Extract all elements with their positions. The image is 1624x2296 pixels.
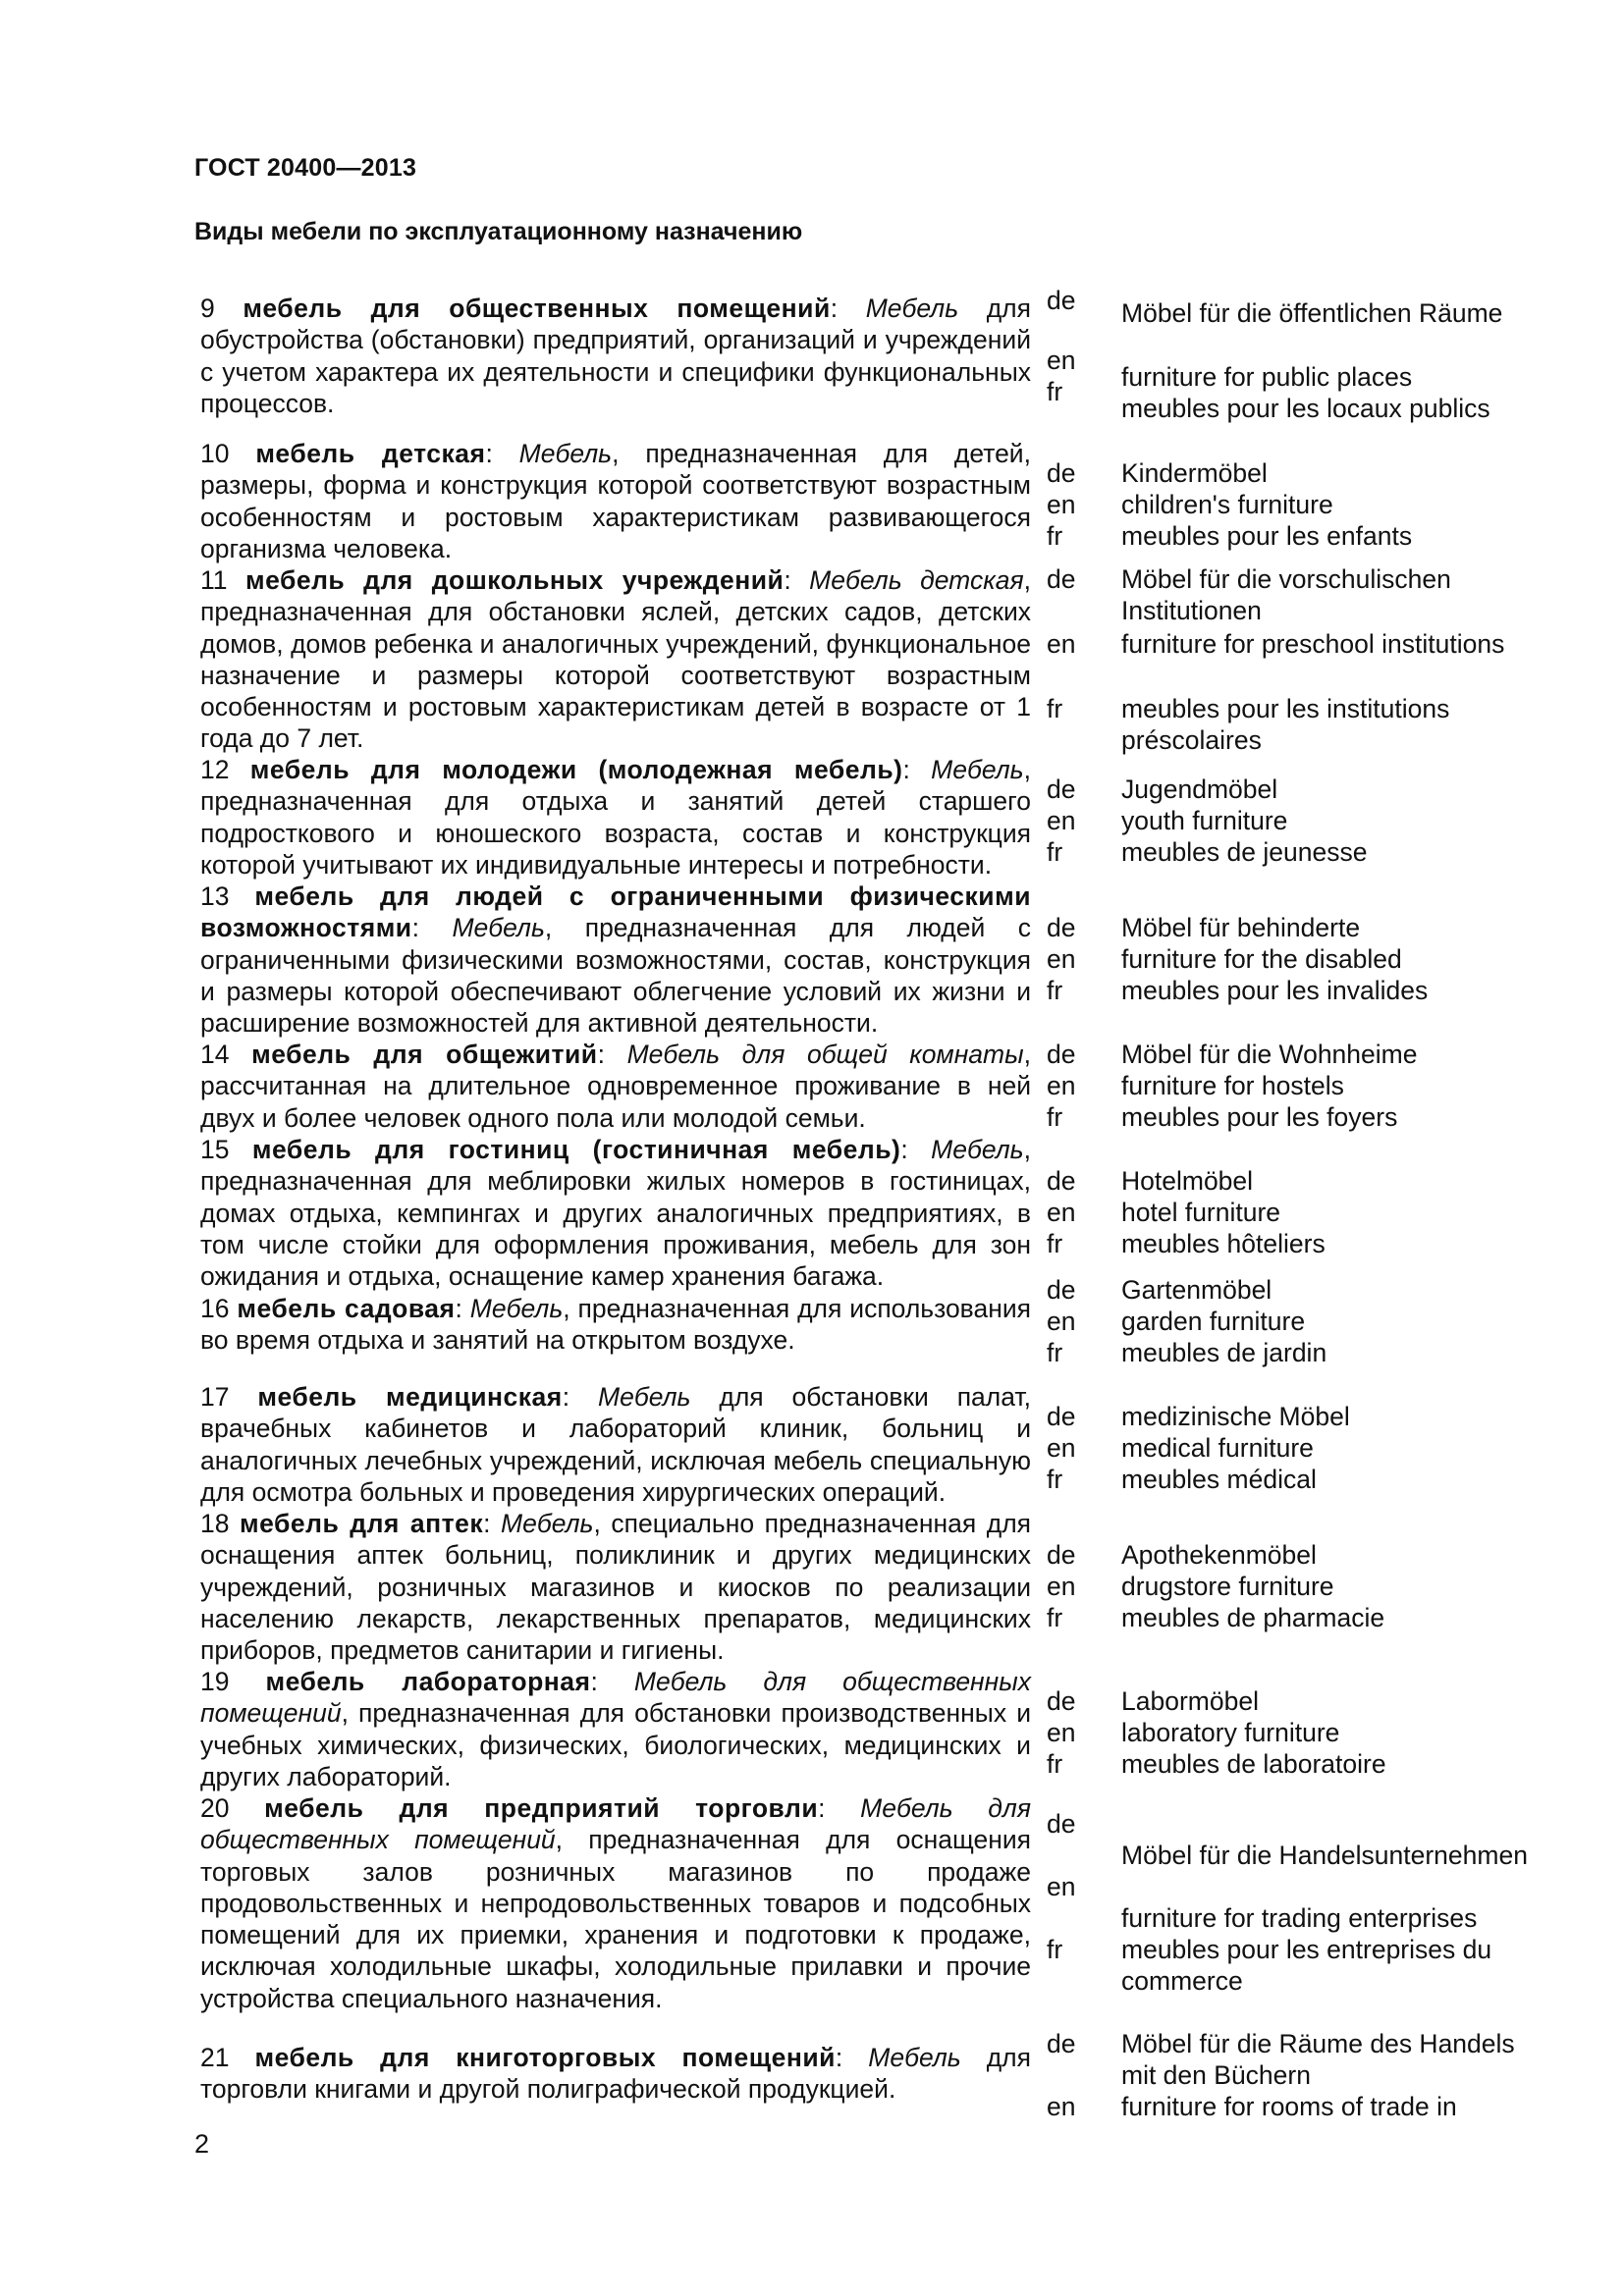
term-definition bbox=[200, 1293, 1031, 1357]
term-separator: : bbox=[784, 565, 791, 595]
language-code-fr: fr bbox=[1047, 1229, 1063, 1258]
language-code-fr: fr bbox=[1047, 1465, 1063, 1494]
translation-de: medizinische Möbel bbox=[1121, 1402, 1350, 1431]
translation-en: laboratory furniture bbox=[1121, 1718, 1340, 1747]
term-name: мебель для дошкольных учреждений bbox=[244, 565, 785, 595]
document-number: ГОСТ 20400—2013 bbox=[194, 154, 417, 182]
term-number: 13 bbox=[200, 881, 230, 911]
translation-fr: meubles de laboratoire bbox=[1121, 1749, 1386, 1779]
translation-de: Apothekenmöbel bbox=[1121, 1540, 1317, 1570]
term-name: мебель садовая bbox=[237, 1294, 456, 1323]
language-code-de: de bbox=[1047, 1402, 1076, 1431]
translation-fr: meubles pour les enfants bbox=[1121, 521, 1413, 551]
language-code-en: en bbox=[1047, 346, 1076, 375]
definition-text: для обстановки палат, врачебных кабинетов и лабораторий клиник, больниц и аналогичных лечебных учреждений, исключая мебель специальную для осмотра больных и проведения хирургических операций. bbox=[200, 1382, 1031, 1507]
language-code-fr: fr bbox=[1047, 694, 1063, 723]
term-separator: : bbox=[597, 1040, 605, 1069]
translation-de: Jugendmöbel bbox=[1121, 774, 1278, 804]
definition-text: , рассчитанная на длительное одновременное проживание в ней двух и более человек одного пола или молодой семьи. bbox=[200, 1040, 1031, 1133]
term-number: 21 bbox=[200, 2043, 230, 2072]
language-code-de: de bbox=[1047, 1040, 1076, 1069]
term-number: 14 bbox=[200, 1040, 230, 1069]
term-name: мебель для людей с ограниченными физическими возможностями bbox=[200, 881, 1031, 943]
language-code-de: de bbox=[1047, 1686, 1076, 1716]
translation-en: garden furniture bbox=[1121, 1307, 1306, 1336]
language-code-fr: fr bbox=[1047, 377, 1063, 406]
language-code-de: de bbox=[1047, 1540, 1076, 1570]
term-definition bbox=[200, 1508, 1031, 1666]
translation-en: furniture for hostels bbox=[1121, 1071, 1344, 1100]
language-code-fr: fr bbox=[1047, 1603, 1063, 1632]
translation-de: Möbel für die Wohnheime bbox=[1121, 1040, 1418, 1069]
translation-de: Möbel für die vorschulischen Institutionen bbox=[1121, 564, 1451, 626]
term-separator: : bbox=[485, 439, 493, 468]
term-separator: : bbox=[835, 2043, 843, 2072]
language-code-de: de bbox=[1047, 1275, 1076, 1305]
term-name: мебель для гостиниц (гостиничная мебель) bbox=[251, 1135, 901, 1164]
translation-fr: meubles de jardin bbox=[1121, 1338, 1327, 1367]
language-code-en: en bbox=[1047, 806, 1076, 835]
language-code-en: en bbox=[1047, 944, 1076, 974]
translation-fr: meubles de pharmacie bbox=[1121, 1603, 1385, 1632]
definition-reference: Мебель для общей комнаты bbox=[626, 1040, 1024, 1069]
language-code-de: de bbox=[1047, 1166, 1076, 1196]
translation-fr: meubles pour les locaux publics bbox=[1121, 394, 1490, 423]
language-code-en: en bbox=[1047, 1433, 1076, 1463]
language-code-fr: fr bbox=[1047, 1935, 1063, 1964]
term-name: мебель для аптек bbox=[240, 1509, 484, 1538]
term-name: мебель медицинская bbox=[257, 1382, 563, 1412]
translation-en: medical furniture bbox=[1121, 1433, 1314, 1463]
language-code-de: de bbox=[1047, 774, 1076, 804]
term-definition bbox=[200, 438, 1031, 564]
definition-text: , предназначенная для оснащения торговых залов розничных магазинов по продаже продовольственных и непродовольственных товаров и подсобных помещений для их приемки, хранения и подготовки к продаже, исключая холодильные шкафы, холодильные прилавки и прочие устройства специального назначения. bbox=[200, 1825, 1031, 2013]
term-separator: : bbox=[818, 1793, 826, 1823]
translation-en: drugstore furniture bbox=[1121, 1572, 1334, 1601]
term-number: 17 bbox=[200, 1382, 230, 1412]
term-definition bbox=[200, 2042, 1031, 2106]
term-definition bbox=[200, 293, 1031, 419]
translation-fr: meubles pour les entreprises du commerce bbox=[1121, 1935, 1492, 1997]
translation-en: furniture for the disabled bbox=[1121, 944, 1402, 974]
translation-en: furniture for public places bbox=[1121, 362, 1413, 392]
language-code-en: en bbox=[1047, 490, 1076, 519]
definition-text: , предназначенная для использования во время отдыха и занятий на открытом воздухе. bbox=[200, 1294, 1031, 1356]
term-name: мебель для молодежи (молодежная мебель) bbox=[249, 755, 903, 784]
term-number: 20 bbox=[200, 1793, 230, 1823]
term-name: мебель лабораторная bbox=[265, 1667, 591, 1696]
term-definition bbox=[200, 1039, 1031, 1134]
term-separator: : bbox=[900, 1135, 908, 1164]
definition-reference: Мебель bbox=[865, 294, 959, 323]
definition-text: , предназначенная для обстановки производственных и учебных химических, физических, биологических, медицинских и других лабораторий. bbox=[200, 1698, 1031, 1791]
term-separator: : bbox=[562, 1382, 570, 1412]
translation-fr: meubles médical bbox=[1121, 1465, 1317, 1494]
translation-en: furniture for trading enterprises bbox=[1121, 1903, 1478, 1933]
language-code-de: de bbox=[1047, 913, 1076, 942]
definition-text: , предназначенная для обстановки яслей, детских садов, детских домов, домов ребенка и аналогичных учреждений, функциональное назначение и размеры которой соответствуют возрастным особенностям и ростовым характеристикам детей в возрасте от 1 года до 7 лет. bbox=[200, 565, 1031, 754]
language-code-fr: fr bbox=[1047, 521, 1063, 551]
language-code-fr: fr bbox=[1047, 837, 1063, 867]
language-code-en: en bbox=[1047, 1572, 1076, 1601]
definition-reference: Мебель bbox=[931, 755, 1024, 784]
definition-reference: Мебель bbox=[501, 1509, 594, 1538]
term-number: 9 bbox=[200, 294, 215, 323]
term-name: мебель для общественных помещений bbox=[243, 294, 831, 323]
term-name: мебель для общежитий bbox=[251, 1040, 598, 1069]
term-definition bbox=[200, 1792, 1031, 2014]
translation-de: Möbel für behinderte bbox=[1121, 913, 1361, 942]
term-number: 18 bbox=[200, 1509, 230, 1538]
definition-reference: Мебель детская bbox=[809, 565, 1024, 595]
term-separator: : bbox=[830, 294, 839, 323]
language-code-en: en bbox=[1047, 2092, 1076, 2121]
term-separator: : bbox=[455, 1294, 462, 1323]
term-separator: : bbox=[411, 913, 419, 943]
translation-fr: meubles pour les invalides bbox=[1121, 976, 1429, 1005]
translation-de: Kindermöbel bbox=[1121, 458, 1268, 488]
language-code-de: de bbox=[1047, 564, 1076, 594]
term-definition bbox=[200, 1666, 1031, 1792]
translation-fr: meubles hôteliers bbox=[1121, 1229, 1326, 1258]
definition-text: для обустройства (обстановки) предприятий, организаций и учреждений с учетом характера их деятельности и специфики функциональных процессов. bbox=[200, 294, 1031, 418]
translation-de: Möbel für die Handelsunternehmen bbox=[1121, 1841, 1528, 1870]
definition-reference: Мебель bbox=[452, 913, 545, 943]
translation-de: Gartenmöbel bbox=[1121, 1275, 1272, 1305]
language-code-de: de bbox=[1047, 1809, 1076, 1839]
language-code-en: en bbox=[1047, 1071, 1076, 1100]
definition-text: , предназначенная для людей с ограниченными физическими возможностями, состав, конструкция и размеры которой обеспечивают облегчение условий их жизни и расширение возможностей для активной деятельности. bbox=[200, 913, 1031, 1039]
term-separator: : bbox=[902, 755, 910, 784]
language-code-en: en bbox=[1047, 1198, 1076, 1227]
page-number: 2 bbox=[194, 2129, 210, 2159]
language-code-fr: fr bbox=[1047, 1102, 1063, 1132]
term-definition bbox=[200, 754, 1031, 881]
definition-text: , предназначенная для меблировки жилых номеров в гостиницах, домах отдыха, кемпингах и других аналогичных предприятиях, в том числе стойки для оформления проживания, мебель для зон ожидания и отдыха, оснащение камер хранения багажа. bbox=[200, 1135, 1031, 1292]
language-code-de: de bbox=[1047, 2029, 1076, 2058]
language-code-de: de bbox=[1047, 286, 1076, 315]
definition-reference: Мебель bbox=[469, 1294, 564, 1323]
translation-en: hotel furniture bbox=[1121, 1198, 1281, 1227]
definition-reference: Мебель для общественных помещений bbox=[200, 1793, 1032, 1855]
definition-reference: Мебель для общественных помещений bbox=[200, 1667, 1031, 1729]
definition-reference: Мебель bbox=[518, 439, 613, 468]
term-name: мебель для книготорговых помещений bbox=[254, 2043, 836, 2072]
translation-en: youth furniture bbox=[1121, 806, 1288, 835]
language-code-fr: fr bbox=[1047, 976, 1063, 1005]
term-name: мебель детская bbox=[255, 439, 486, 468]
term-name: мебель для предприятий торговли bbox=[264, 1793, 819, 1823]
term-definition bbox=[200, 881, 1031, 1039]
language-code-fr: fr bbox=[1047, 1338, 1063, 1367]
language-code-de: de bbox=[1047, 458, 1076, 488]
term-number: 19 bbox=[200, 1667, 230, 1696]
definition-reference: Мебель bbox=[931, 1135, 1024, 1164]
definition-reference: Мебель bbox=[598, 1382, 691, 1412]
language-code-en: en bbox=[1047, 629, 1076, 659]
translation-de: Möbel für die Räume des Handels mit den Büchern bbox=[1121, 2029, 1515, 2091]
term-separator: : bbox=[590, 1667, 598, 1696]
term-number: 16 bbox=[200, 1294, 230, 1323]
term-number: 12 bbox=[200, 755, 230, 784]
language-code-en: en bbox=[1047, 1718, 1076, 1747]
translation-fr: meubles de jeunesse bbox=[1121, 837, 1368, 867]
term-definition bbox=[200, 564, 1031, 755]
translation-de: Möbel für die öffentlichen Räume bbox=[1121, 298, 1503, 328]
definition-text: , предназначенная для детей, размеры, форма и конструкция которой соответствуют возрастным особенностям и ростовым характеристикам развивающегося организма человека. bbox=[200, 439, 1031, 563]
translation-en: furniture for rooms of trade in bbox=[1121, 2092, 1457, 2121]
translation-fr: meubles pour les institutions préscolaires bbox=[1121, 694, 1450, 756]
section-title: Виды мебели по эксплуатационному назначению bbox=[194, 218, 803, 245]
translation-de: Labormöbel bbox=[1121, 1686, 1259, 1716]
language-code-fr: fr bbox=[1047, 1749, 1063, 1779]
translation-en: children's furniture bbox=[1121, 490, 1333, 519]
language-code-en: en bbox=[1047, 1307, 1076, 1336]
term-number: 15 bbox=[200, 1135, 230, 1164]
term-separator: : bbox=[483, 1509, 491, 1538]
term-definition bbox=[200, 1381, 1031, 1508]
language-code-en: en bbox=[1047, 1872, 1076, 1901]
term-number: 11 bbox=[200, 565, 228, 595]
definition-reference: Мебель bbox=[868, 2043, 961, 2072]
term-definition bbox=[200, 1134, 1031, 1292]
translation-fr: meubles pour les foyers bbox=[1121, 1102, 1398, 1132]
definition-text: , специально предназначенная для оснащения аптек больниц, поликлиник и других медицинских учреждений, розничных магазинов и киосков по реализации населению лекарств, лекарственных препаратов, медицинских приборов, предметов санитарии и гигиены. bbox=[200, 1509, 1032, 1666]
translation-de: Hotelmöbel bbox=[1121, 1166, 1254, 1196]
definition-text: , предназначенная для отдыха и занятий детей старшего подросткового и юношеского возраста, состав и конструкция которой учитывают их индивидуальные интересы и потребности. bbox=[200, 755, 1031, 880]
translation-en: furniture for preschool institutions bbox=[1121, 629, 1505, 659]
definition-text: для торговли книгами и другой полиграфической продукцией. bbox=[200, 2043, 1031, 2105]
term-number: 10 bbox=[200, 439, 230, 468]
